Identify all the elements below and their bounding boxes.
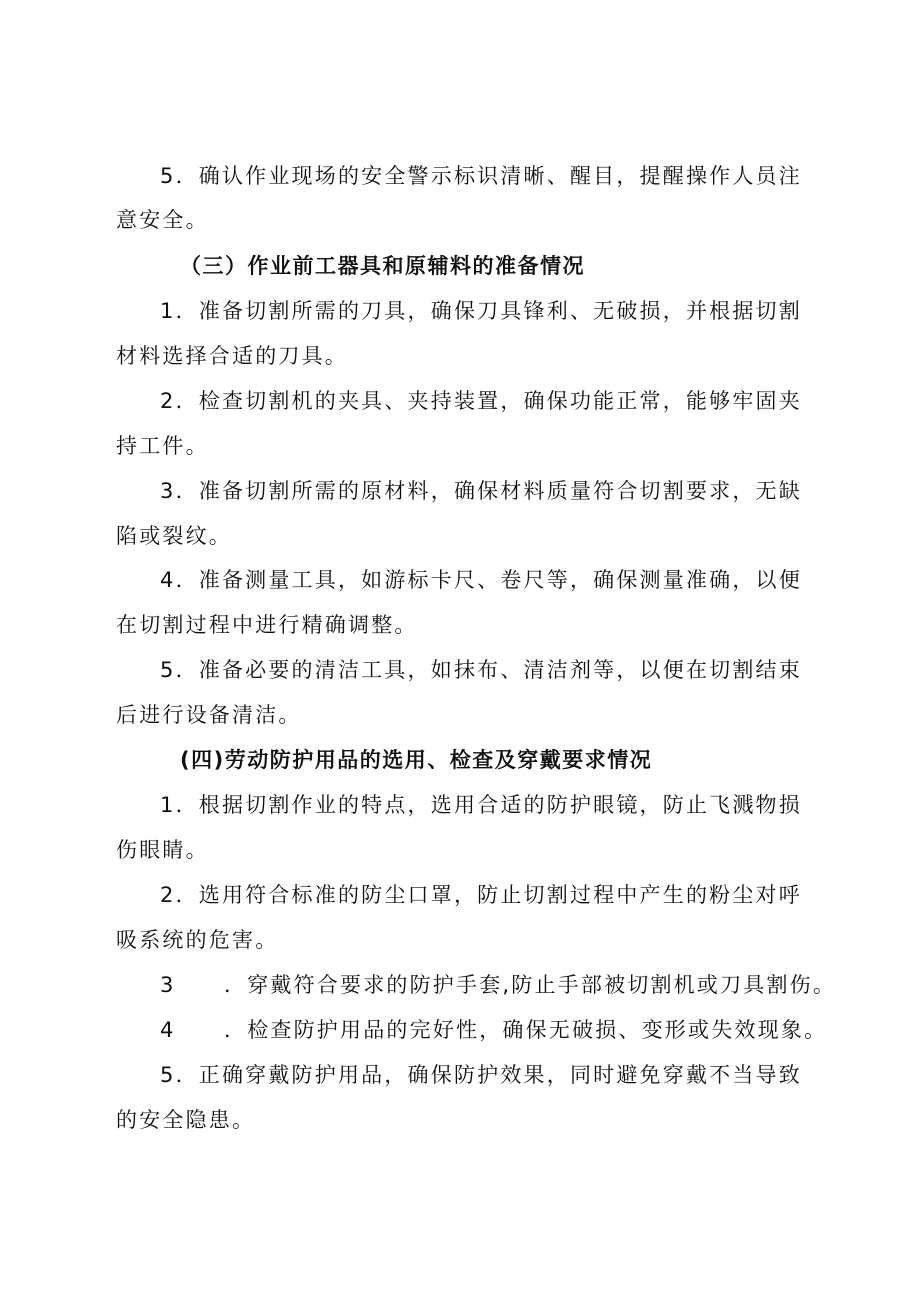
item-number: 1: [160, 299, 176, 323]
paragraph-line: 5．确认作业现场的安全警示标识清晰、醒目，提醒操作人员注: [160, 164, 802, 188]
item-number: 4: [160, 1018, 176, 1042]
paragraph-line: 4 ．检查防护用品的完好性，确保无破损、变形或失效现象。: [160, 1018, 828, 1042]
paragraph-line: 陷或裂纹。: [116, 524, 232, 548]
paragraph-line: 2．检查切割机的夹具、夹持装置，确保功能正常，能够牢固夹: [160, 389, 802, 413]
paragraph-line: 持工件。: [116, 434, 209, 458]
item-number: 2: [160, 883, 176, 907]
item-number: 4: [160, 568, 176, 592]
paragraph-line: 1．准备切割所需的刀具，确保刀具锋利、无破损，并根据切割: [160, 299, 802, 323]
section-heading: （三）作业前工器具和原辅料的准备情况: [180, 254, 585, 278]
paragraph-line: 1．根据切割作业的特点，选用合适的防护眼镜，防止飞溅物损: [160, 793, 802, 817]
section-heading: (四)劳动防护用品的选用、检查及穿戴要求情况: [180, 748, 653, 772]
item-number: 5: [160, 164, 176, 188]
paragraph-line: 后进行设备清洁。: [116, 703, 302, 727]
item-number: 1: [160, 793, 176, 817]
paragraph-line: 伤眼睛。: [116, 838, 209, 862]
paragraph-line: 在切割过程中进行精确调整。: [116, 613, 418, 637]
paragraph-line: 4．准备测量工具，如游标卡尺、卷尺等，确保测量准确，以便: [160, 568, 802, 592]
paragraph-line: 2．选用符合标准的防尘口罩，防止切割过程中产生的粉尘对呼: [160, 883, 802, 907]
item-number: 3: [160, 973, 176, 997]
item-number: 3: [160, 479, 176, 503]
paragraph-line: 5．准备必要的清洁工具，如抹布、清洁剂等，以便在切割结束: [160, 658, 802, 682]
paragraph-line: 吸系统的危害。: [116, 928, 279, 952]
paragraph-line: 材料选择合适的刀具。: [116, 344, 348, 368]
paragraph-line: 5．正确穿戴防护用品，确保防护效果，同时避免穿戴不当导致: [160, 1063, 802, 1087]
item-number: 5: [160, 1063, 176, 1087]
item-number: 2: [160, 389, 176, 413]
paragraph-line: 意安全。: [116, 208, 209, 232]
paragraph-line: 的安全隐患。: [116, 1108, 256, 1132]
paragraph-line: 3．准备切割所需的原材料，确保材料质量符合切割要求，无缺: [160, 479, 802, 503]
item-number: 5: [160, 658, 176, 682]
paragraph-line: 3 ．穿戴符合要求的防护手套,防止手部被切割机或刀具割伤。: [160, 973, 837, 997]
